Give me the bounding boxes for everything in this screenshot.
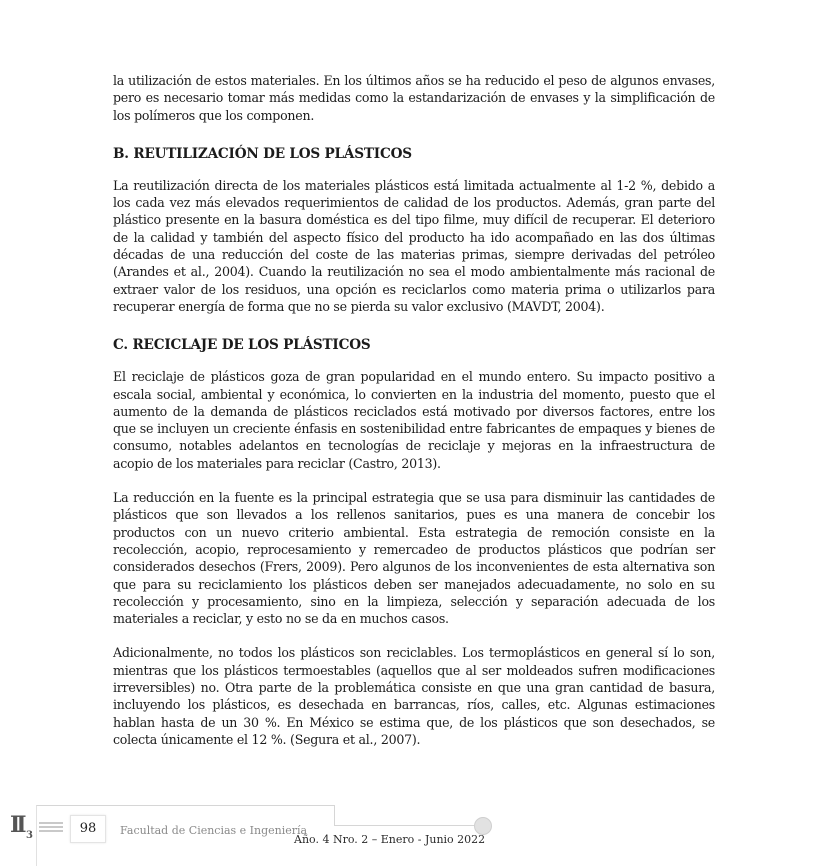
paragraph-non-recyclable: Adicionalmente, no todos los plásticos son reciclables. Los termoplásticos en general sí lo son, mientras que los plásticos termoestables (aquellos que al ser moldeados sufren modificaciones irreversibles) no. Otra parte de la problemática consiste en que una gran cantidad de basura, incluyendo los plásticos, es desechada en barrancas, ríos, calles, etc. Algunas estimaciones hablan hasta de un 30 %. En México se estima que, de los plásticos que son desechados, se colecta únicamente el 12 %. (Segura et al., 2007). — [113, 645, 715, 747]
section-heading-b: B. REUTILIZACIÓN DE LOS PLÁSTICOS — [113, 145, 412, 162]
footer-issue: Año. 4 Nro. 2 – Enero - Junio 2022 — [294, 833, 486, 846]
paragraph-continuation: la utilización de estos materiales. En los últimos años se ha reducido el peso de algunos envases, pero es necesario tomar más medidas como la estandarización de envases y la simplificación de los polímeros que los componen. — [113, 73, 715, 123]
paragraph-recycling-popularity: El reciclaje de plásticos goza de gran popularidad en el mundo entero. Su impacto positivo a escala social, ambiental y económica, lo convierten en la industria del momento, puesto que el aumento de la demanda de plásticos reciclados está motivado por diversos factores, entre los que se incluyen un creciente énfasis en sostenibilidad entre fabricantes de empaques y bienes de consumo, notables adelantos en tecnologías de reciclaje y mejoras en la infraestructura de acopio de los materiales para reciclar (Castro, 2013). — [113, 369, 715, 471]
section-heading-c: C. RECICLAJE DE LOS PLÁSTICOS — [113, 337, 371, 354]
article-body — [113, 72, 715, 748]
paragraph-reuse: La reutilización directa de los materiales plásticos está limitada actualmente al 1-2 %, debido a los cada vez más elevados requerimientos de calidad de los productos. Además, gran parte del plástico presente en la basura doméstica es del tipo filme, muy difícil de recuperar. El deterioro de la calidad y también del aspecto físico del producto ha ido acompañado en las dos últimas décadas de una reducción del coste de las materias primas, siempre derivadas del petróleo (Arandes et al., 2004). Cuando la reutilización no sea el modo ambientalmente más racional de extraer valor de los residuos, una opción es reciclarlos como materia prima o utilizarlos para recuperar energía de forma que no se pierda su valor exclusivo (MAVDT, 2004). — [113, 177, 715, 314]
footer-divider-line — [334, 825, 474, 826]
page-number: 98 — [70, 815, 106, 843]
journal-logo — [6, 810, 66, 846]
logo-mark: II — [10, 812, 23, 838]
paragraph-source-reduction: La reducción en la fuente es la principal estrategia que se usa para disminuir las cantidades de plásticos que son llevados a los rellenos sanitarios, pues es una manera de concebir los productos con un nuevo criterio ambiental. Esta estrategia de remoción consiste en la recolección, acopio, reprocesamiento y remercadeo de productos plásticos que podrían ser considerados desechos (Frers, 2009). Pero algunos de los inconvenientes de esta alternativa son que para su reciclamiento los plásticos deben ser manejados adecuadamente, no solo en su recolección y procesamiento, sino en la limpieza, selección y separación adecuada de los materiales a reciclar, y esto no se da en muchos casos. — [113, 490, 715, 627]
footer-faculty: Facultad de Ciencias e Ingeniería — [120, 824, 308, 837]
logo-subscript: 3 — [26, 830, 33, 841]
footer-divider-step — [334, 805, 335, 825]
logo-tagline-lines — [39, 822, 63, 834]
